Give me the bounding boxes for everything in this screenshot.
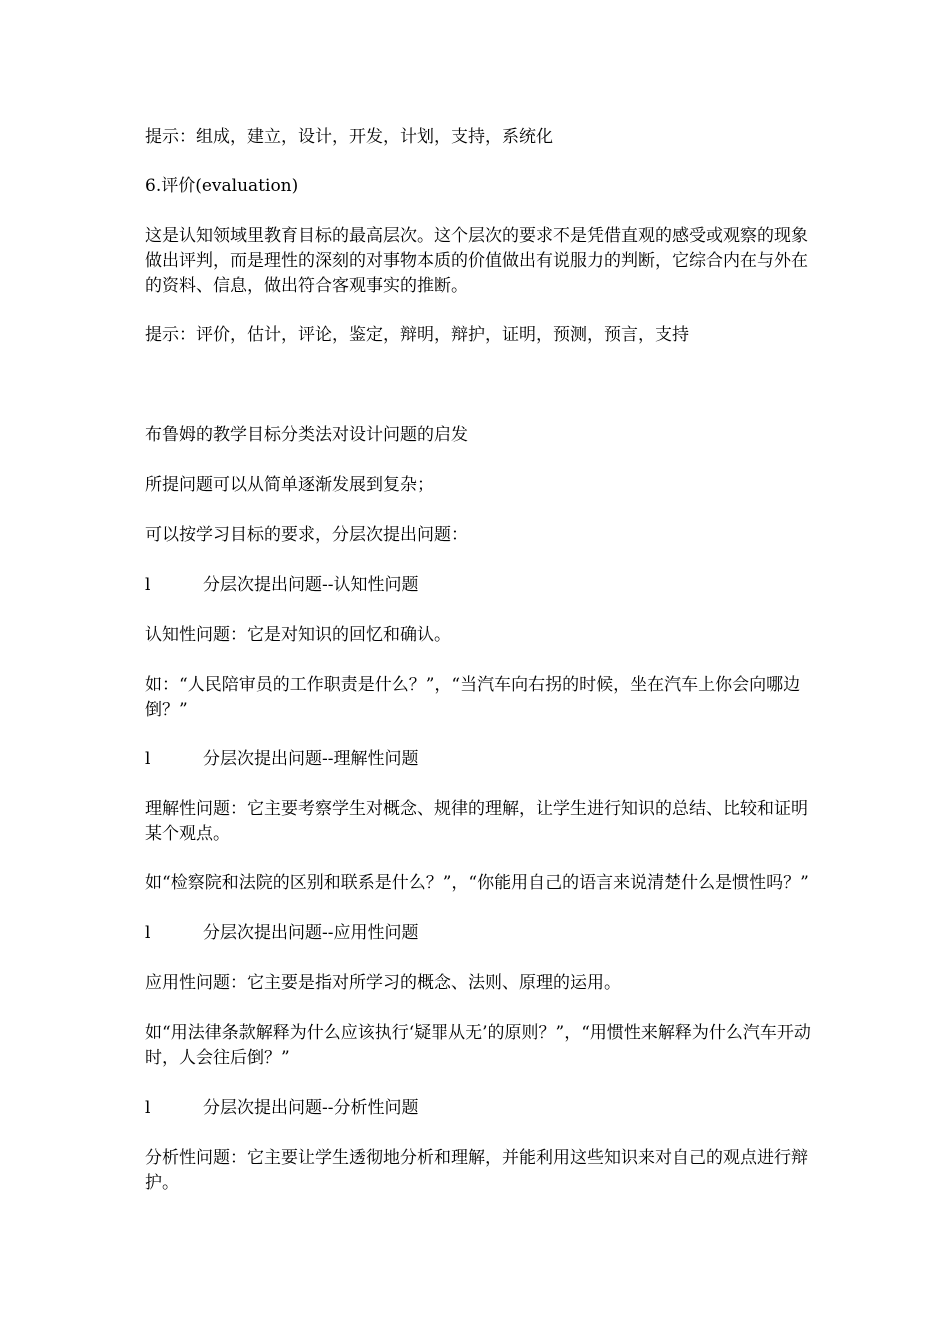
bullet-comprehension-questions	[145, 747, 815, 772]
section-heading-evaluation: 6.评价(evaluation)	[145, 176, 299, 196]
bullet-text: 分层次提出问题--应用性问题	[203, 923, 419, 943]
document-page	[145, 125, 815, 1196]
cognitive-definition: 认知性问题：它是对知识的回忆和确认。	[145, 625, 451, 645]
analysis-definition: 分析性问题：它主要让学生透彻地分析和理解，并能利用这些知识来对自己的观点进行辩护。	[145, 1148, 808, 1193]
application-example: 如“用法律条款解释为什么应该执行‘疑罪从无’的原则？”，“用惯性来解释为什么汽车开动时，人会往后倒？”	[145, 1023, 811, 1068]
bullet-mark: l	[145, 1098, 151, 1118]
paragraph-simple-to-complex: 所提问题可以从简单逐渐发展到复杂；	[145, 475, 434, 495]
bullet-analysis-questions	[145, 1096, 815, 1121]
bullet-mark: l	[145, 749, 151, 769]
hint-paragraph-2: 提示：评价，估计，评论，鉴定，辩明，辩护，证明，预测，预言，支持	[145, 325, 689, 345]
bullet-cognitive-questions	[145, 573, 815, 598]
bullet-application-questions	[145, 921, 815, 946]
bullet-text: 分层次提出问题--认知性问题	[203, 575, 419, 595]
paragraph-layered-questions: 可以按学习目标的要求，分层次提出问题：	[145, 525, 468, 545]
comprehension-definition: 理解性问题：它主要考察学生对概念、规律的理解，让学生进行知识的总结、比较和证明某个观点。	[145, 799, 808, 844]
bloom-heading: 布鲁姆的教学目标分类法对设计问题的启发	[145, 425, 468, 445]
cognitive-example: 如：“人民陪审员的工作职责是什么？”，“当汽车向右拐的时候，坐在汽车上你会向哪边倒？”	[145, 675, 801, 720]
application-definition: 应用性问题：它主要是指对所学习的概念、法则、原理的运用。	[145, 973, 621, 993]
bullet-text: 分层次提出问题--理解性问题	[203, 749, 419, 769]
evaluation-description: 这是认知领域里教育目标的最高层次。这个层次的要求不是凭借直观的感受或观察的现象做出评判，而是理性的深刻的对事物本质的价值做出有说服力的判断，它综合内在与外在的资料、信息，做出符合客观事实的推断。	[145, 226, 808, 296]
bullet-text: 分层次提出问题--分析性问题	[203, 1098, 419, 1118]
bullet-mark: l	[145, 923, 151, 943]
comprehension-example: 如“检察院和法院的区别和联系是什么？”，“你能用自己的语言来说清楚什么是惯性吗？”	[145, 873, 809, 893]
bullet-mark: l	[145, 575, 151, 595]
hint-paragraph-1: 提示：组成，建立，设计，开发，计划，支持，系统化	[145, 127, 553, 147]
